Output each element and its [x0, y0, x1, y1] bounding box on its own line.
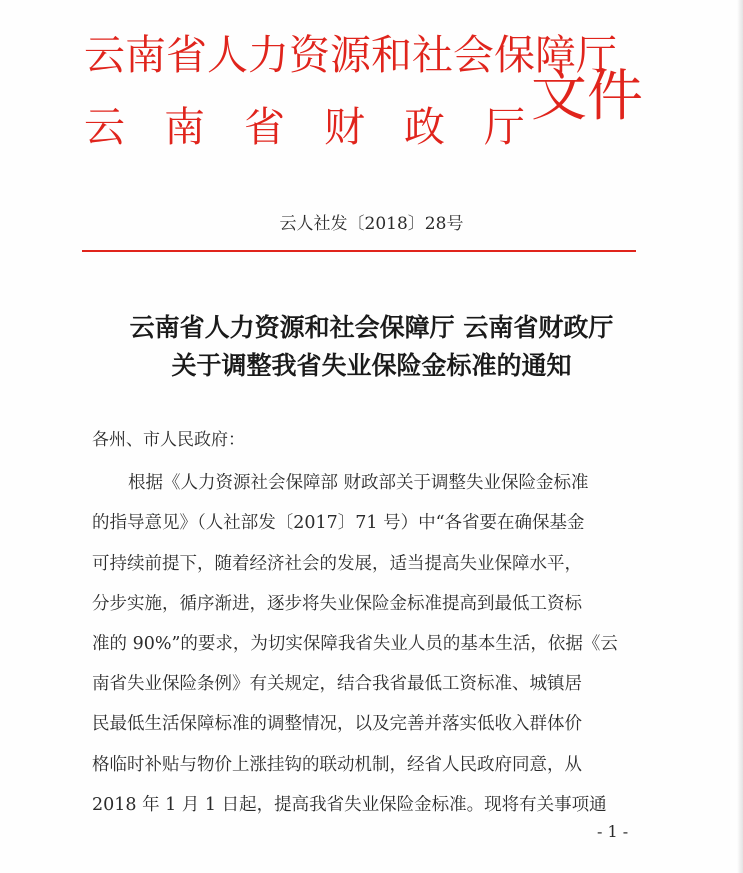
document-number: 云人社发〔2018〕28号 [279, 214, 464, 234]
scan-edge-shadow [737, 0, 743, 873]
body-line: 的指导意见》（人社部发〔2017〕71 号）中“各省要在确保基金 [92, 513, 585, 533]
document-mark: 文件 [531, 64, 643, 129]
body-line: 准的 90%”的要求，为切实保障我省失业人员的基本生活，依据《云 [92, 634, 618, 654]
body-line: 民最低生活保障标准的调整情况，以及完善并落实低收入群体价 [92, 714, 582, 734]
issuer-line-1: 云南省人力资源和社会保障厅 [84, 31, 617, 79]
red-separator-line [82, 250, 636, 252]
salutation: 各州、市人民政府： [92, 430, 245, 450]
body-line: 可持续前提下，随着经济社会的发展，适当提高失业保障水平， [92, 554, 582, 574]
document-title-line-2: 关于调整我省失业保险金标准的通知 [171, 351, 572, 380]
body-line: 根据《人力资源社会保障部 财政部关于调整失业保险金标准 [128, 473, 589, 493]
body-line: 2018 年 1 月 1 日起，提高我省失业保险金标准。现将有关事项通 [92, 795, 607, 815]
body-line: 分步实施，循序渐进，逐步将失业保险金标准提高到最低工资标 [92, 594, 582, 614]
issuer-line-2: 云南省财政厅 [84, 103, 564, 151]
page-number: - 1 - [597, 822, 629, 841]
body-line: 格临时补贴与物价上涨挂钩的联动机制，经省人民政府同意，从 [92, 755, 582, 775]
body-line: 南省失业保险条例》有关规定，结合我省最低工资标准、城镇居 [92, 674, 582, 694]
document-title-line-1: 云南省人力资源和社会保障厅 云南省财政厅 [129, 313, 614, 342]
